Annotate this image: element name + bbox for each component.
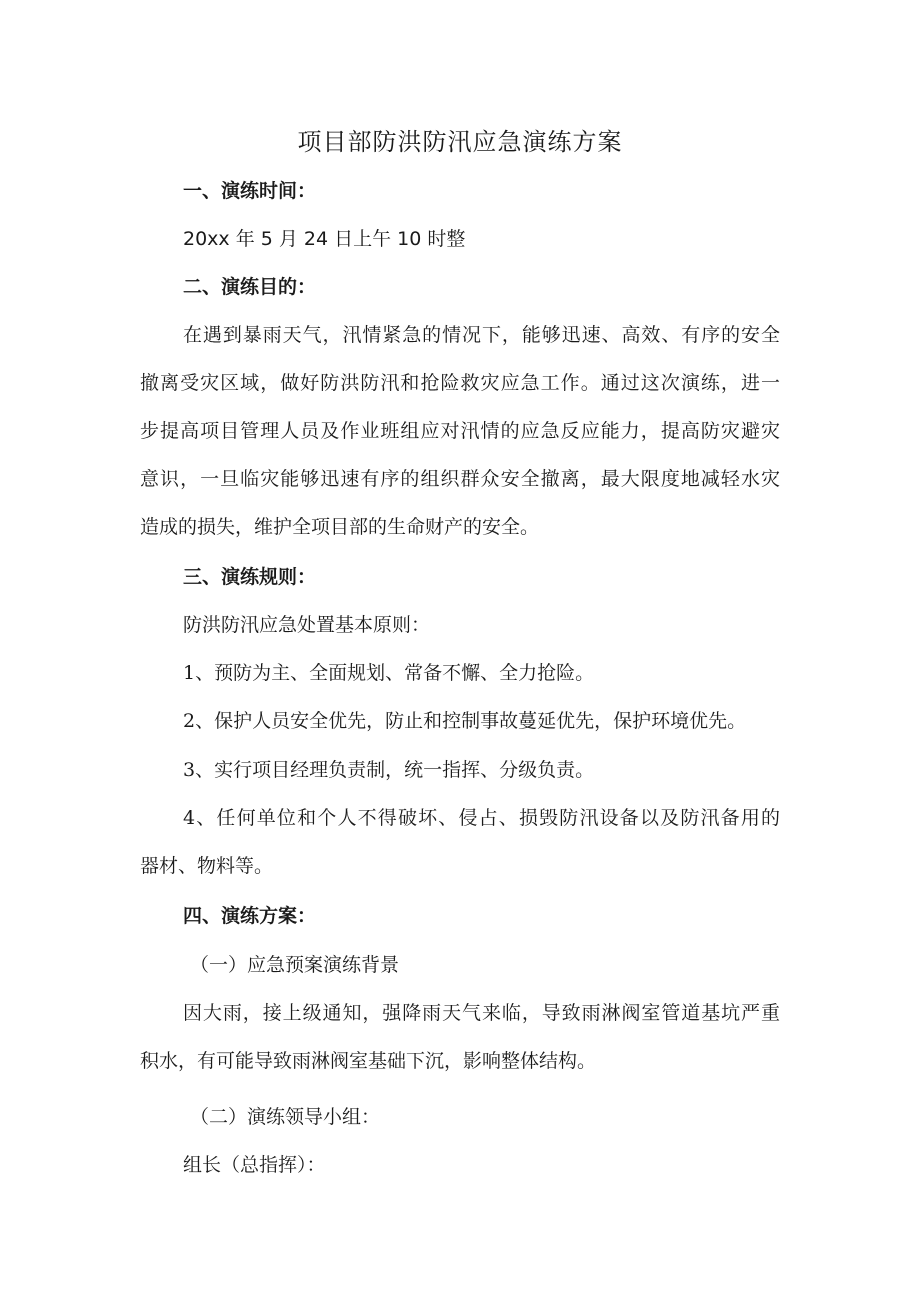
background-line-1: 因大雨，接上级通知，强降雨天气来临，导致雨淋阀室管道基坑严重 xyxy=(183,1002,780,1024)
section-2-heading: 二、演练目的： xyxy=(183,276,317,298)
subsection-1-heading: （一）应急预案演练背景 xyxy=(190,954,400,976)
section-1-heading: 一、演练时间： xyxy=(183,180,317,202)
rule-item-1: 1、预防为主、全面规划、常备不懈、全力抢险。 xyxy=(183,662,595,684)
subsection-2-heading: （二）演练领导小组： xyxy=(190,1106,381,1128)
rule-item-3: 3、实行项目经理负责制，统一指挥、分级负责。 xyxy=(183,759,595,781)
purpose-line-5: 造成的损失，维护全项目部的生命财产的安全。 xyxy=(140,516,540,538)
rules-intro: 防洪防汛应急处置基本原则： xyxy=(183,614,431,636)
purpose-line-1: 在遇到暴雨天气，汛情紧急的情况下，能够迅速、高效、有序的安全 xyxy=(183,324,780,346)
drill-time-text: 20xx 年 5 月 24 日上午 10 时整 xyxy=(183,228,466,250)
section-4-heading: 四、演练方案： xyxy=(183,905,317,927)
rule-item-4-continued: 器材、物料等。 xyxy=(140,855,274,877)
background-line-2: 积水，有可能导致雨淋阀室基础下沉，影响整体结构。 xyxy=(140,1050,597,1072)
purpose-line-3: 步提高项目管理人员及作业班组应对汛情的应急反应能力，提高防灾避灾 xyxy=(140,420,780,442)
rule-item-2: 2、保护人员安全优先，防止和控制事故蔓延优先，保护环境优先。 xyxy=(183,710,747,732)
document-title: 项目部防洪防汛应急演练方案 xyxy=(297,128,623,156)
purpose-line-2: 撤离受灾区域，做好防洪防汛和抢险救灾应急工作。通过这次演练，进一 xyxy=(140,372,780,394)
rule-item-4: 4、任何单位和个人不得破坏、侵占、损毁防汛设备以及防汛备用的 xyxy=(183,807,780,829)
purpose-line-4: 意识，一旦临灾能够迅速有序的组织群众安全撤离，最大限度地减轻水灾 xyxy=(140,468,780,490)
section-3-heading: 三、演练规则： xyxy=(183,566,317,588)
leader-label: 组长（总指挥）： xyxy=(183,1154,326,1176)
